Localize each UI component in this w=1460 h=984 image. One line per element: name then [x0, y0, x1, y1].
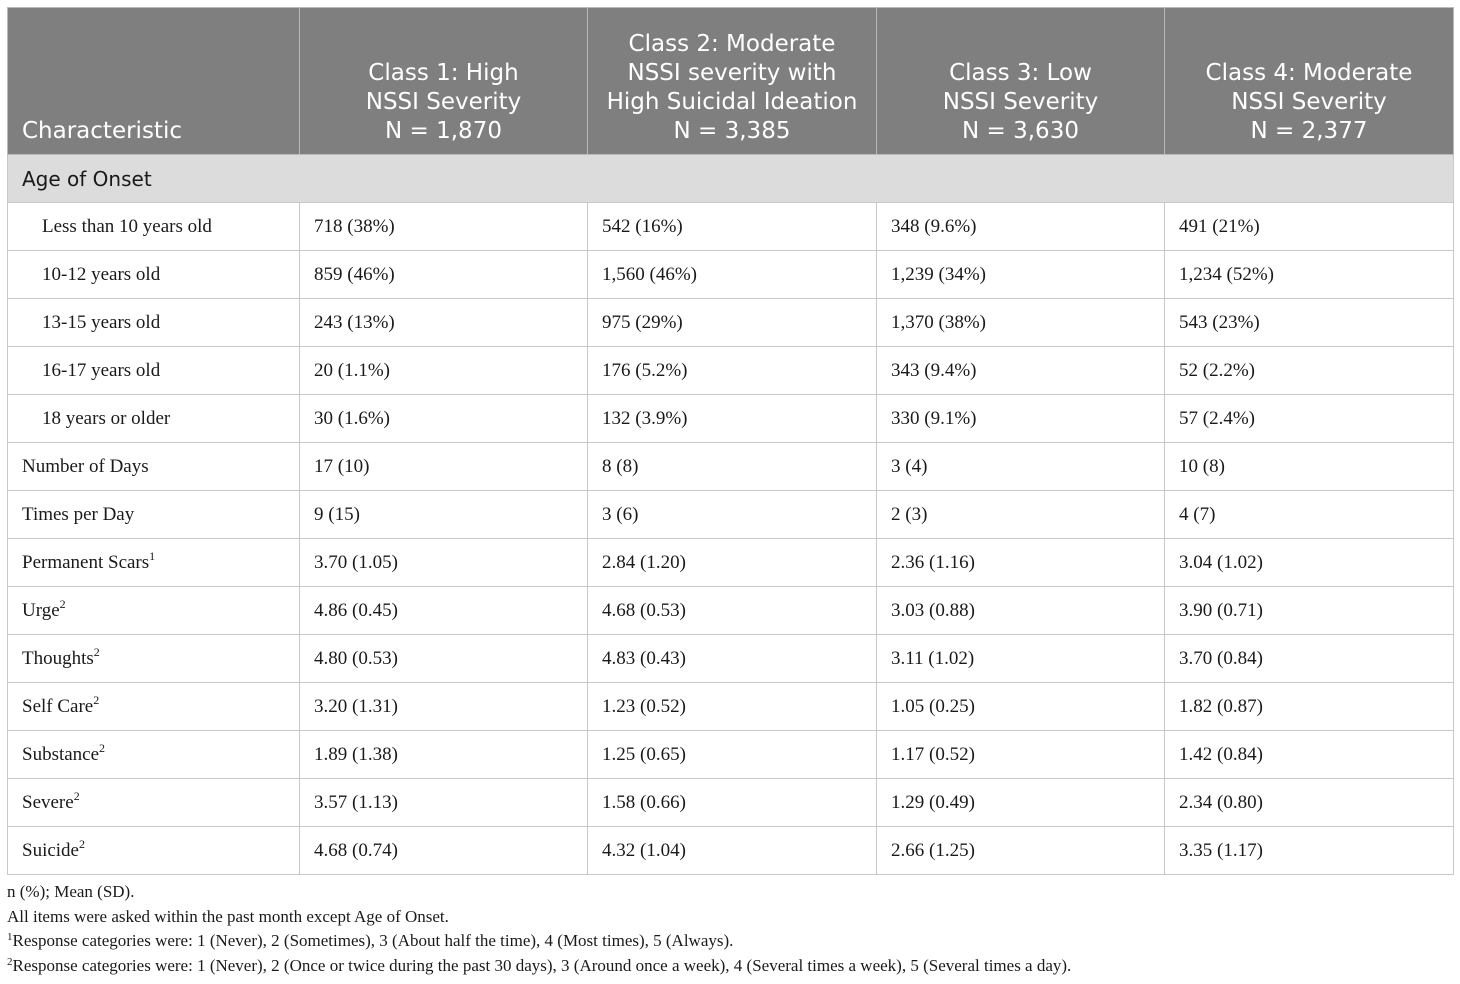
table-cell: 348 (9.6%): [877, 203, 1165, 251]
table-cell: 4 (7): [1165, 491, 1454, 539]
table-cell: 3.35 (1.17): [1165, 827, 1454, 875]
table-cell: 3.70 (0.84): [1165, 635, 1454, 683]
row-label: Less than 10 years old: [8, 203, 300, 251]
table-cell: 975 (29%): [588, 299, 877, 347]
table-row: [8, 539, 1454, 587]
row-label: [8, 731, 300, 779]
table-cell: 3.04 (1.02): [1165, 539, 1454, 587]
table-cell: 3 (4): [877, 443, 1165, 491]
section-label: Age of Onset: [8, 155, 1454, 203]
footnote-mark: 2: [79, 836, 85, 851]
table-cell: 17 (10): [300, 443, 588, 491]
table-row: [8, 491, 1454, 539]
row-label: [8, 443, 300, 491]
footnote-mark: 2: [99, 740, 106, 755]
header-line: Class 4: Moderate: [1205, 60, 1413, 86]
row-label-text: Severe: [22, 791, 74, 813]
header-line: NSSI Severity: [365, 89, 522, 115]
table-cell: 20 (1.1%): [300, 347, 588, 395]
table-row: [8, 683, 1454, 731]
header-line: Class 1: High: [368, 60, 519, 86]
row-label: [8, 779, 300, 827]
table-cell: 132 (3.9%): [588, 395, 877, 443]
table-cell: 4.68 (0.53): [588, 587, 877, 635]
table-cell: 1.29 (0.49): [877, 779, 1165, 827]
table-cell: 1,370 (38%): [877, 299, 1165, 347]
header-class: [588, 8, 877, 155]
table-cell: 243 (13%): [300, 299, 588, 347]
row-label: [8, 491, 300, 539]
table-cell: 491 (21%): [1165, 203, 1454, 251]
row-label: 13-15 years old: [8, 299, 300, 347]
footnote-1: [7, 929, 1071, 954]
footnote-stats-legend: n (%); Mean (SD).: [7, 882, 135, 901]
table-cell: 3.11 (1.02): [877, 635, 1165, 683]
table-cell: 343 (9.4%): [877, 347, 1165, 395]
table-cell: 57 (2.4%): [1165, 395, 1454, 443]
footnote-mark: 2: [73, 788, 80, 803]
header-line: N = 3,630: [962, 118, 1079, 144]
table-row: [8, 251, 1454, 299]
table-cell: 4.68 (0.74): [300, 827, 588, 875]
row-label-text: Number of Days: [22, 455, 149, 477]
table-row: [8, 731, 1454, 779]
table-cell: 8 (8): [588, 443, 877, 491]
row-label-text: Permanent Scars: [22, 551, 150, 573]
footnote-text: Response categories were: 1 (Never), 2 (Sometimes), 3 (About half the time), 4 (Most times), 5 (Always).: [12, 931, 734, 950]
table-cell: 30 (1.6%): [300, 395, 588, 443]
table-cell: 4.83 (0.43): [588, 635, 877, 683]
row-label: [8, 539, 300, 587]
table-cell: 3.03 (0.88): [877, 587, 1165, 635]
header-line: N = 3,385: [673, 118, 791, 144]
table-cell: 4.80 (0.53): [300, 635, 588, 683]
table-cell: 2.34 (0.80): [1165, 779, 1454, 827]
table-row: [8, 827, 1454, 875]
row-label: 18 years or older: [8, 395, 300, 443]
results-table-container: [7, 7, 1453, 875]
table-cell: 4.32 (1.04): [588, 827, 877, 875]
section-row-age-of-onset: [8, 155, 1454, 203]
footnote-mark: 2: [93, 692, 100, 707]
table-row: [8, 443, 1454, 491]
row-label-text: Urge: [22, 599, 60, 621]
table-cell: 2.36 (1.16): [877, 539, 1165, 587]
table-cell: 2.84 (1.20): [588, 539, 877, 587]
footnote-mark: 2: [93, 644, 100, 659]
table-row: [8, 635, 1454, 683]
table-cell: 330 (9.1%): [877, 395, 1165, 443]
footnote-timeframe: All items were asked within the past month except Age of Onset.: [7, 906, 449, 926]
table-cell: 176 (5.2%): [588, 347, 877, 395]
header-class: [877, 8, 1165, 155]
header-line: N = 1,870: [385, 118, 502, 144]
table-cell: 1.23 (0.52): [588, 683, 877, 731]
row-label: 16-17 years old: [8, 347, 300, 395]
row-label-text: Times per Day: [22, 503, 135, 525]
table-row: [8, 779, 1454, 827]
table-cell: 1,234 (52%): [1165, 251, 1454, 299]
table-row: [8, 347, 1454, 395]
footnote-mark: 2: [59, 596, 66, 611]
table-cell: 1.25 (0.65): [588, 731, 877, 779]
table-row: [8, 299, 1454, 347]
row-label: [8, 635, 300, 683]
table-cell: 3 (6): [588, 491, 877, 539]
header-class: [1165, 8, 1454, 155]
table-cell: 859 (46%): [300, 251, 588, 299]
table-cell: 1,239 (34%): [877, 251, 1165, 299]
table-cell: 1,560 (46%): [588, 251, 877, 299]
table-cell: 3.57 (1.13): [300, 779, 588, 827]
table-cell: 1.42 (0.84): [1165, 731, 1454, 779]
table-footnotes: [7, 880, 1071, 978]
row-label: [8, 683, 300, 731]
table-cell: 718 (38%): [300, 203, 588, 251]
table-cell: 52 (2.2%): [1165, 347, 1454, 395]
header-line: NSSI severity with: [627, 60, 837, 86]
row-label: 10-12 years old: [8, 251, 300, 299]
row-label-text: Thoughts: [22, 647, 94, 669]
header-line: High Suicidal Ideation: [606, 89, 858, 115]
table-row: [8, 395, 1454, 443]
table-cell: 10 (8): [1165, 443, 1454, 491]
footnote-mark: 1: [7, 931, 13, 943]
table-cell: 2.66 (1.25): [877, 827, 1165, 875]
footnote-mark: 2: [7, 955, 13, 968]
header-line: Class 3: Low: [949, 60, 1092, 86]
table-row: [8, 203, 1454, 251]
table-cell: 1.82 (0.87): [1165, 683, 1454, 731]
table-cell: 1.89 (1.38): [300, 731, 588, 779]
table-cell: 9 (15): [300, 491, 588, 539]
row-label-text: Self Care: [22, 695, 94, 717]
table-cell: 1.58 (0.66): [588, 779, 877, 827]
table-cell: 3.70 (1.05): [300, 539, 588, 587]
table-cell: 4.86 (0.45): [300, 587, 588, 635]
nssi-class-table: [7, 7, 1454, 875]
footnote-2: [7, 954, 1071, 979]
table-cell: 3.90 (0.71): [1165, 587, 1454, 635]
header-characteristic: Characteristic: [8, 8, 300, 155]
table-cell: 543 (23%): [1165, 299, 1454, 347]
table-row: [8, 587, 1454, 635]
row-label: [8, 587, 300, 635]
header-line: NSSI Severity: [1231, 89, 1387, 115]
footnote-text: Response categories were: 1 (Never), 2 (Once or twice during the past 30 days), 3 (Around once a week), 4 (Several times a week), 5 (Several times a day).: [12, 955, 1072, 975]
table-cell: 3.20 (1.31): [300, 683, 588, 731]
header-line: N = 2,377: [1250, 118, 1368, 144]
row-label-text: Substance: [22, 743, 100, 765]
header-line: Class 2: Moderate: [628, 31, 836, 57]
table-cell: 1.05 (0.25): [877, 683, 1165, 731]
header-row: [8, 8, 1454, 155]
table-cell: 1.17 (0.52): [877, 731, 1165, 779]
table-cell: 542 (16%): [588, 203, 877, 251]
row-label-text: Suicide: [22, 839, 79, 861]
table-cell: 2 (3): [877, 491, 1165, 539]
header-class: [300, 8, 588, 155]
footnote-mark: 1: [149, 548, 156, 563]
row-label: [8, 827, 300, 875]
header-line: NSSI Severity: [942, 89, 1099, 115]
